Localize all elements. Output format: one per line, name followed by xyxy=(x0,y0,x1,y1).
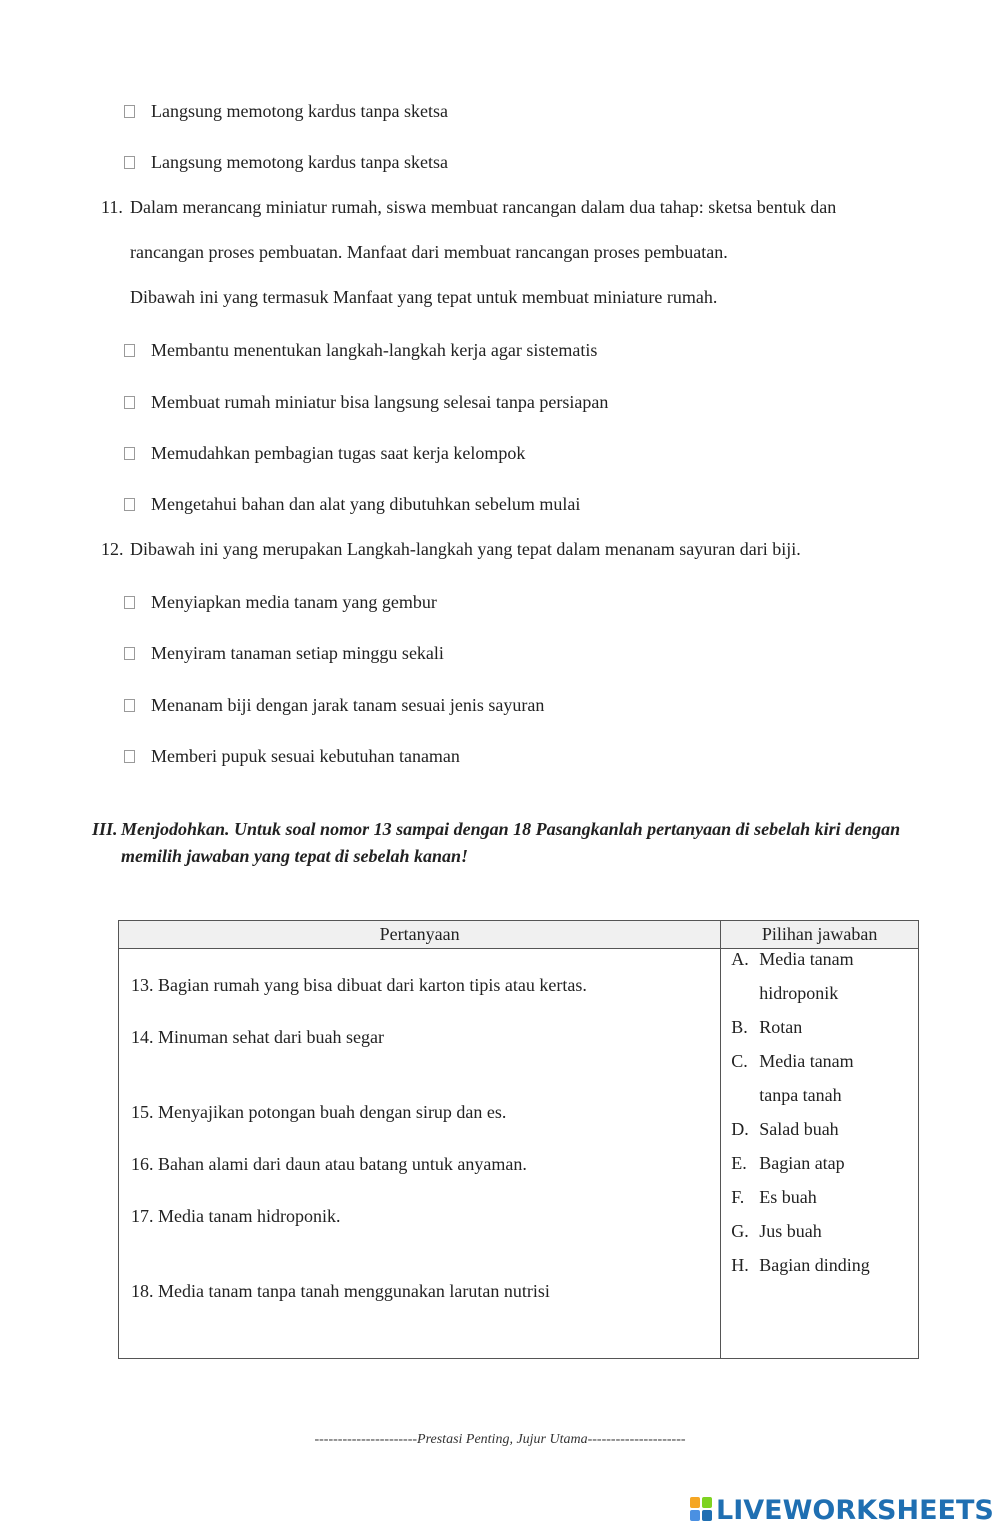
header-answer: Pilihan jawaban xyxy=(721,921,919,949)
question-11-line-3: Dibawah ini yang termasuk Manfaat yang tepat untuk membuat miniature rumah. xyxy=(130,287,718,307)
answer-b[interactable]: B. Rotan xyxy=(731,1017,803,1037)
question-11-line-2: rancangan proses pembuatan. Manfaat dari membuat rancangan proses pembuatan. xyxy=(130,242,728,262)
checkbox-option[interactable] xyxy=(124,590,437,614)
logo-mark-icon xyxy=(690,1497,714,1523)
option-label: Membantu menentukan langkah-langkah kerja agar sistematis xyxy=(151,339,598,360)
option-label: Menyiram tanaman setiap minggu sekali xyxy=(151,642,444,663)
section-3-heading xyxy=(92,816,922,870)
checkbox-option[interactable] xyxy=(124,693,544,717)
question-12-text: Dibawah ini yang merupakan Langkah-langkah yang tepat dalam menanam sayuran dari biji. xyxy=(130,539,801,559)
checkbox-icon[interactable] xyxy=(124,105,135,118)
option-label: Langsung memotong kardus tanpa sketsa xyxy=(151,100,448,121)
option-label: Menyiapkan media tanam yang gembur xyxy=(151,591,437,612)
answer-a[interactable]: A. Media tanam xyxy=(731,949,854,969)
section-3-roman: III. xyxy=(92,819,118,839)
answer-d[interactable]: D. Salad buah xyxy=(731,1119,839,1139)
match-question-16[interactable]: 16. Bahan alami dari daun atau batang untuk anyaman. xyxy=(131,1154,527,1174)
checkbox-icon[interactable] xyxy=(124,750,135,763)
match-question-13[interactable]: 13. Bagian rumah yang bisa dibuat dari karton tipis atau kertas. xyxy=(131,975,587,995)
answer-f[interactable]: F. Es buah xyxy=(731,1187,817,1207)
answer-column xyxy=(721,949,919,1359)
answer-e[interactable]: E. Bagian atap xyxy=(731,1153,845,1173)
option-label: Membuat rumah miniatur bisa langsung selesai tanpa persiapan xyxy=(151,391,609,412)
checkbox-icon[interactable] xyxy=(124,156,135,169)
answer-h[interactable]: H. Bagian dinding xyxy=(731,1255,870,1275)
answer-a-continued: hidroponik xyxy=(759,983,839,1003)
answer-c-continued: tanpa tanah xyxy=(759,1085,842,1105)
checkbox-option[interactable] xyxy=(124,641,444,665)
option-label: Memberi pupuk sesuai kebutuhan tanaman xyxy=(151,745,460,766)
logo-text: LIVEWORKSHEETS xyxy=(716,1494,994,1526)
checkbox-icon[interactable] xyxy=(124,596,135,609)
option-label: Langsung memotong kardus tanpa sketsa xyxy=(151,151,448,172)
question-12-number: 12. xyxy=(101,539,124,559)
checkbox-option[interactable] xyxy=(124,744,460,768)
answer-g[interactable]: G. Jus buah xyxy=(731,1221,822,1241)
checkbox-icon[interactable] xyxy=(124,447,135,460)
question-11-number: 11. xyxy=(101,197,123,217)
header-question: Pertanyaan xyxy=(119,921,721,949)
checkbox-option[interactable] xyxy=(124,390,608,414)
match-question-17[interactable]: 17. Media tanam hidroponik. xyxy=(131,1206,341,1226)
checkbox-icon[interactable] xyxy=(124,647,135,660)
answer-c[interactable]: C. Media tanam xyxy=(731,1051,854,1071)
liveworksheets-logo[interactable] xyxy=(690,1493,994,1527)
match-question-14[interactable]: 14. Minuman sehat dari buah segar xyxy=(131,1027,384,1047)
section-3-title: Menjodohkan. Untuk soal nomor 13 sampai dengan 18 Pasangkanlah pertanyaan di sebelah kiri dengan memilih jawaban yang tepat di sebelah kanan! xyxy=(121,819,901,866)
checkbox-icon[interactable] xyxy=(124,699,135,712)
checkbox-option[interactable] xyxy=(124,441,525,465)
footer-motto: ----------------------Prestasi Penting, Jujur Utama--------------------- xyxy=(314,1432,686,1447)
checkbox-icon[interactable] xyxy=(124,344,135,357)
match-question-15[interactable]: 15. Menyajikan potongan buah dengan sirup dan es. xyxy=(131,1102,507,1122)
checkbox-option[interactable] xyxy=(124,99,448,123)
checkbox-icon[interactable] xyxy=(124,396,135,409)
option-label: Mengetahui bahan dan alat yang dibutuhkan sebelum mulai xyxy=(151,493,581,514)
question-column xyxy=(119,949,721,1359)
checkbox-option[interactable] xyxy=(124,338,597,362)
option-label: Menanam biji dengan jarak tanam sesuai jenis sayuran xyxy=(151,694,545,715)
matching-table xyxy=(118,920,919,1359)
match-question-18[interactable]: 18. Media tanam tanpa tanah menggunakan larutan nutrisi xyxy=(131,1281,550,1301)
checkbox-icon[interactable] xyxy=(124,498,135,511)
option-label: Memudahkan pembagian tugas saat kerja kelompok xyxy=(151,442,526,463)
checkbox-option[interactable] xyxy=(124,492,580,516)
question-11-line-1: Dalam merancang miniatur rumah, siswa membuat rancangan dalam dua tahap: sketsa bentuk dan xyxy=(130,197,837,217)
checkbox-option[interactable] xyxy=(124,150,448,174)
